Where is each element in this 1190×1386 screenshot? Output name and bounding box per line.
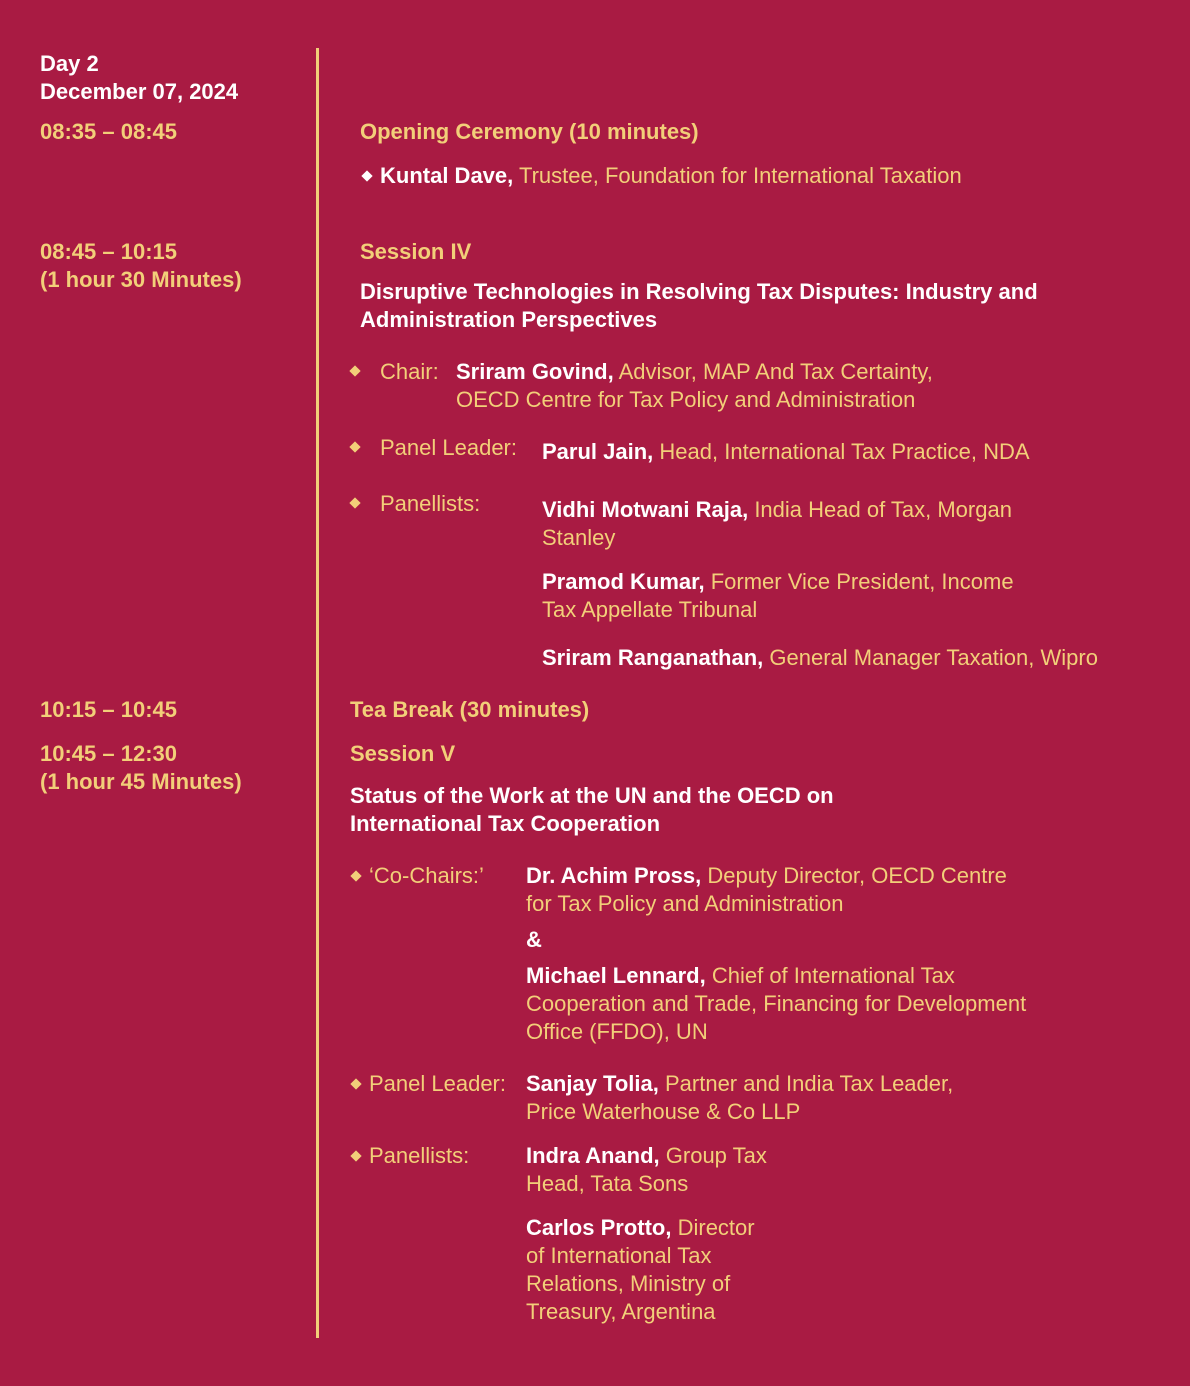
day-label: Day 2 xyxy=(40,51,99,76)
day-date: December 07, 2024 xyxy=(40,79,239,104)
panel-leader-name: Sanjay Tolia, xyxy=(526,1071,659,1096)
bullet-icon xyxy=(349,365,360,376)
panellist-name: Pramod Kumar, xyxy=(542,569,705,594)
session-5-title-line1: Status of the Work at the UN and the OECD on xyxy=(350,783,834,808)
co-chair-role-line3: Office (FFDO), UN xyxy=(526,1019,708,1044)
co-chairs-ampersand: & xyxy=(526,927,542,952)
panellists-label: Panellists: xyxy=(369,1143,470,1168)
panellist-role-line1: Former Vice President, Income xyxy=(710,569,1014,594)
chair-label: Chair: xyxy=(380,359,439,384)
opening-speaker xyxy=(380,162,962,190)
bullet-icon xyxy=(361,170,372,181)
chair-role-line1: Advisor, MAP And Tax Certainty, xyxy=(618,359,933,384)
panellist-role-line1: Director xyxy=(677,1215,755,1240)
session-5-label: Session V xyxy=(350,741,456,766)
duration-session-4: (1 hour 30 Minutes) xyxy=(40,267,242,292)
panel-leader-entry xyxy=(542,438,1030,466)
session-4-title-line1: Disruptive Technologies in Resolving Tax Disputes: Industry and xyxy=(360,279,1038,304)
speaker-name: Kuntal Dave, xyxy=(380,163,514,188)
session-4-label: Session IV xyxy=(360,239,472,264)
panellist-role-line4: Treasury, Argentina xyxy=(526,1299,716,1324)
bullet-icon xyxy=(350,1150,361,1161)
panellist-role-line2: of International Tax xyxy=(526,1243,712,1268)
speaker-role: Trustee, Foundation for International Taxation xyxy=(518,163,962,188)
duration-session-5: (1 hour 45 Minutes) xyxy=(40,769,242,794)
chair-name: Sriram Govind, xyxy=(456,359,614,384)
panel-leader-role: Head, International Tax Practice, NDA xyxy=(659,439,1030,464)
panel-leader-label: Panel Leader: xyxy=(380,435,517,460)
panellist-name: Carlos Protto, xyxy=(526,1215,672,1240)
panel-leader-name: Parul Jain, xyxy=(542,439,654,464)
bullet-icon xyxy=(350,1078,361,1089)
panellist-entry xyxy=(542,568,1014,596)
time-tea-break: 10:15 – 10:45 xyxy=(40,697,177,722)
chair-role-line2: OECD Centre for Tax Policy and Administration xyxy=(456,387,916,412)
time-session-5: 10:45 – 12:30 xyxy=(40,741,177,766)
bullet-icon xyxy=(349,441,360,452)
chair-entry xyxy=(456,358,933,386)
time-opening: 08:35 – 08:45 xyxy=(40,119,177,144)
panellist-name: Indra Anand, xyxy=(526,1143,660,1168)
co-chair-role-line1: Deputy Director, OECD Centre xyxy=(707,863,1007,888)
co-chair-name: Michael Lennard, xyxy=(526,963,706,988)
panellist-entry xyxy=(526,1214,755,1242)
panellist-role-line1: Group Tax xyxy=(665,1143,767,1168)
panellist-entry xyxy=(542,644,1098,672)
panellist-role-line2: Tax Appellate Tribunal xyxy=(542,597,758,622)
panellists-label: Panellists: xyxy=(380,491,481,516)
co-chair-role-line2: Cooperation and Trade, Financing for Development xyxy=(526,991,1027,1016)
co-chair-name: Dr. Achim Pross, xyxy=(526,863,702,888)
panel-leader-label: Panel Leader: xyxy=(369,1071,506,1096)
bullet-icon xyxy=(349,497,360,508)
panellist-entry xyxy=(542,496,1012,524)
panel-leader-role-line1: Partner and India Tax Leader, xyxy=(664,1071,954,1096)
tea-break-title: Tea Break (30 minutes) xyxy=(350,697,590,722)
timeline-divider xyxy=(316,48,319,1338)
panellist-name: Sriram Ranganathan, xyxy=(542,645,764,670)
bullet-icon xyxy=(350,870,361,881)
session-4-title-line2: Administration Perspectives xyxy=(360,307,658,332)
panellist-role-line2: Head, Tata Sons xyxy=(526,1171,689,1196)
panellist-role-line1: India Head of Tax, Morgan xyxy=(754,497,1012,522)
panellist-name: Vidhi Motwani Raja, xyxy=(542,497,749,522)
opening-title: Opening Ceremony (10 minutes) xyxy=(360,119,699,144)
panel-leader-entry xyxy=(526,1070,953,1098)
co-chairs-label: ‘Co-Chairs:’ xyxy=(369,863,484,888)
co-chair-role-line1: Chief of International Tax xyxy=(711,963,955,988)
session-5-title-line2: International Tax Cooperation xyxy=(350,811,661,836)
co-chair-role-line2: for Tax Policy and Administration xyxy=(526,891,844,916)
panellist-role-line3: Relations, Ministry of xyxy=(526,1271,731,1296)
co-chair-entry xyxy=(526,962,955,990)
panellist-entry xyxy=(526,1142,767,1170)
co-chair-entry xyxy=(526,862,1007,890)
panellist-role-line2: Stanley xyxy=(542,525,616,550)
panellist-role-line1: General Manager Taxation, Wipro xyxy=(769,645,1098,670)
panel-leader-role-line2: Price Waterhouse & Co LLP xyxy=(526,1099,801,1124)
time-session-4: 08:45 – 10:15 xyxy=(40,239,177,264)
